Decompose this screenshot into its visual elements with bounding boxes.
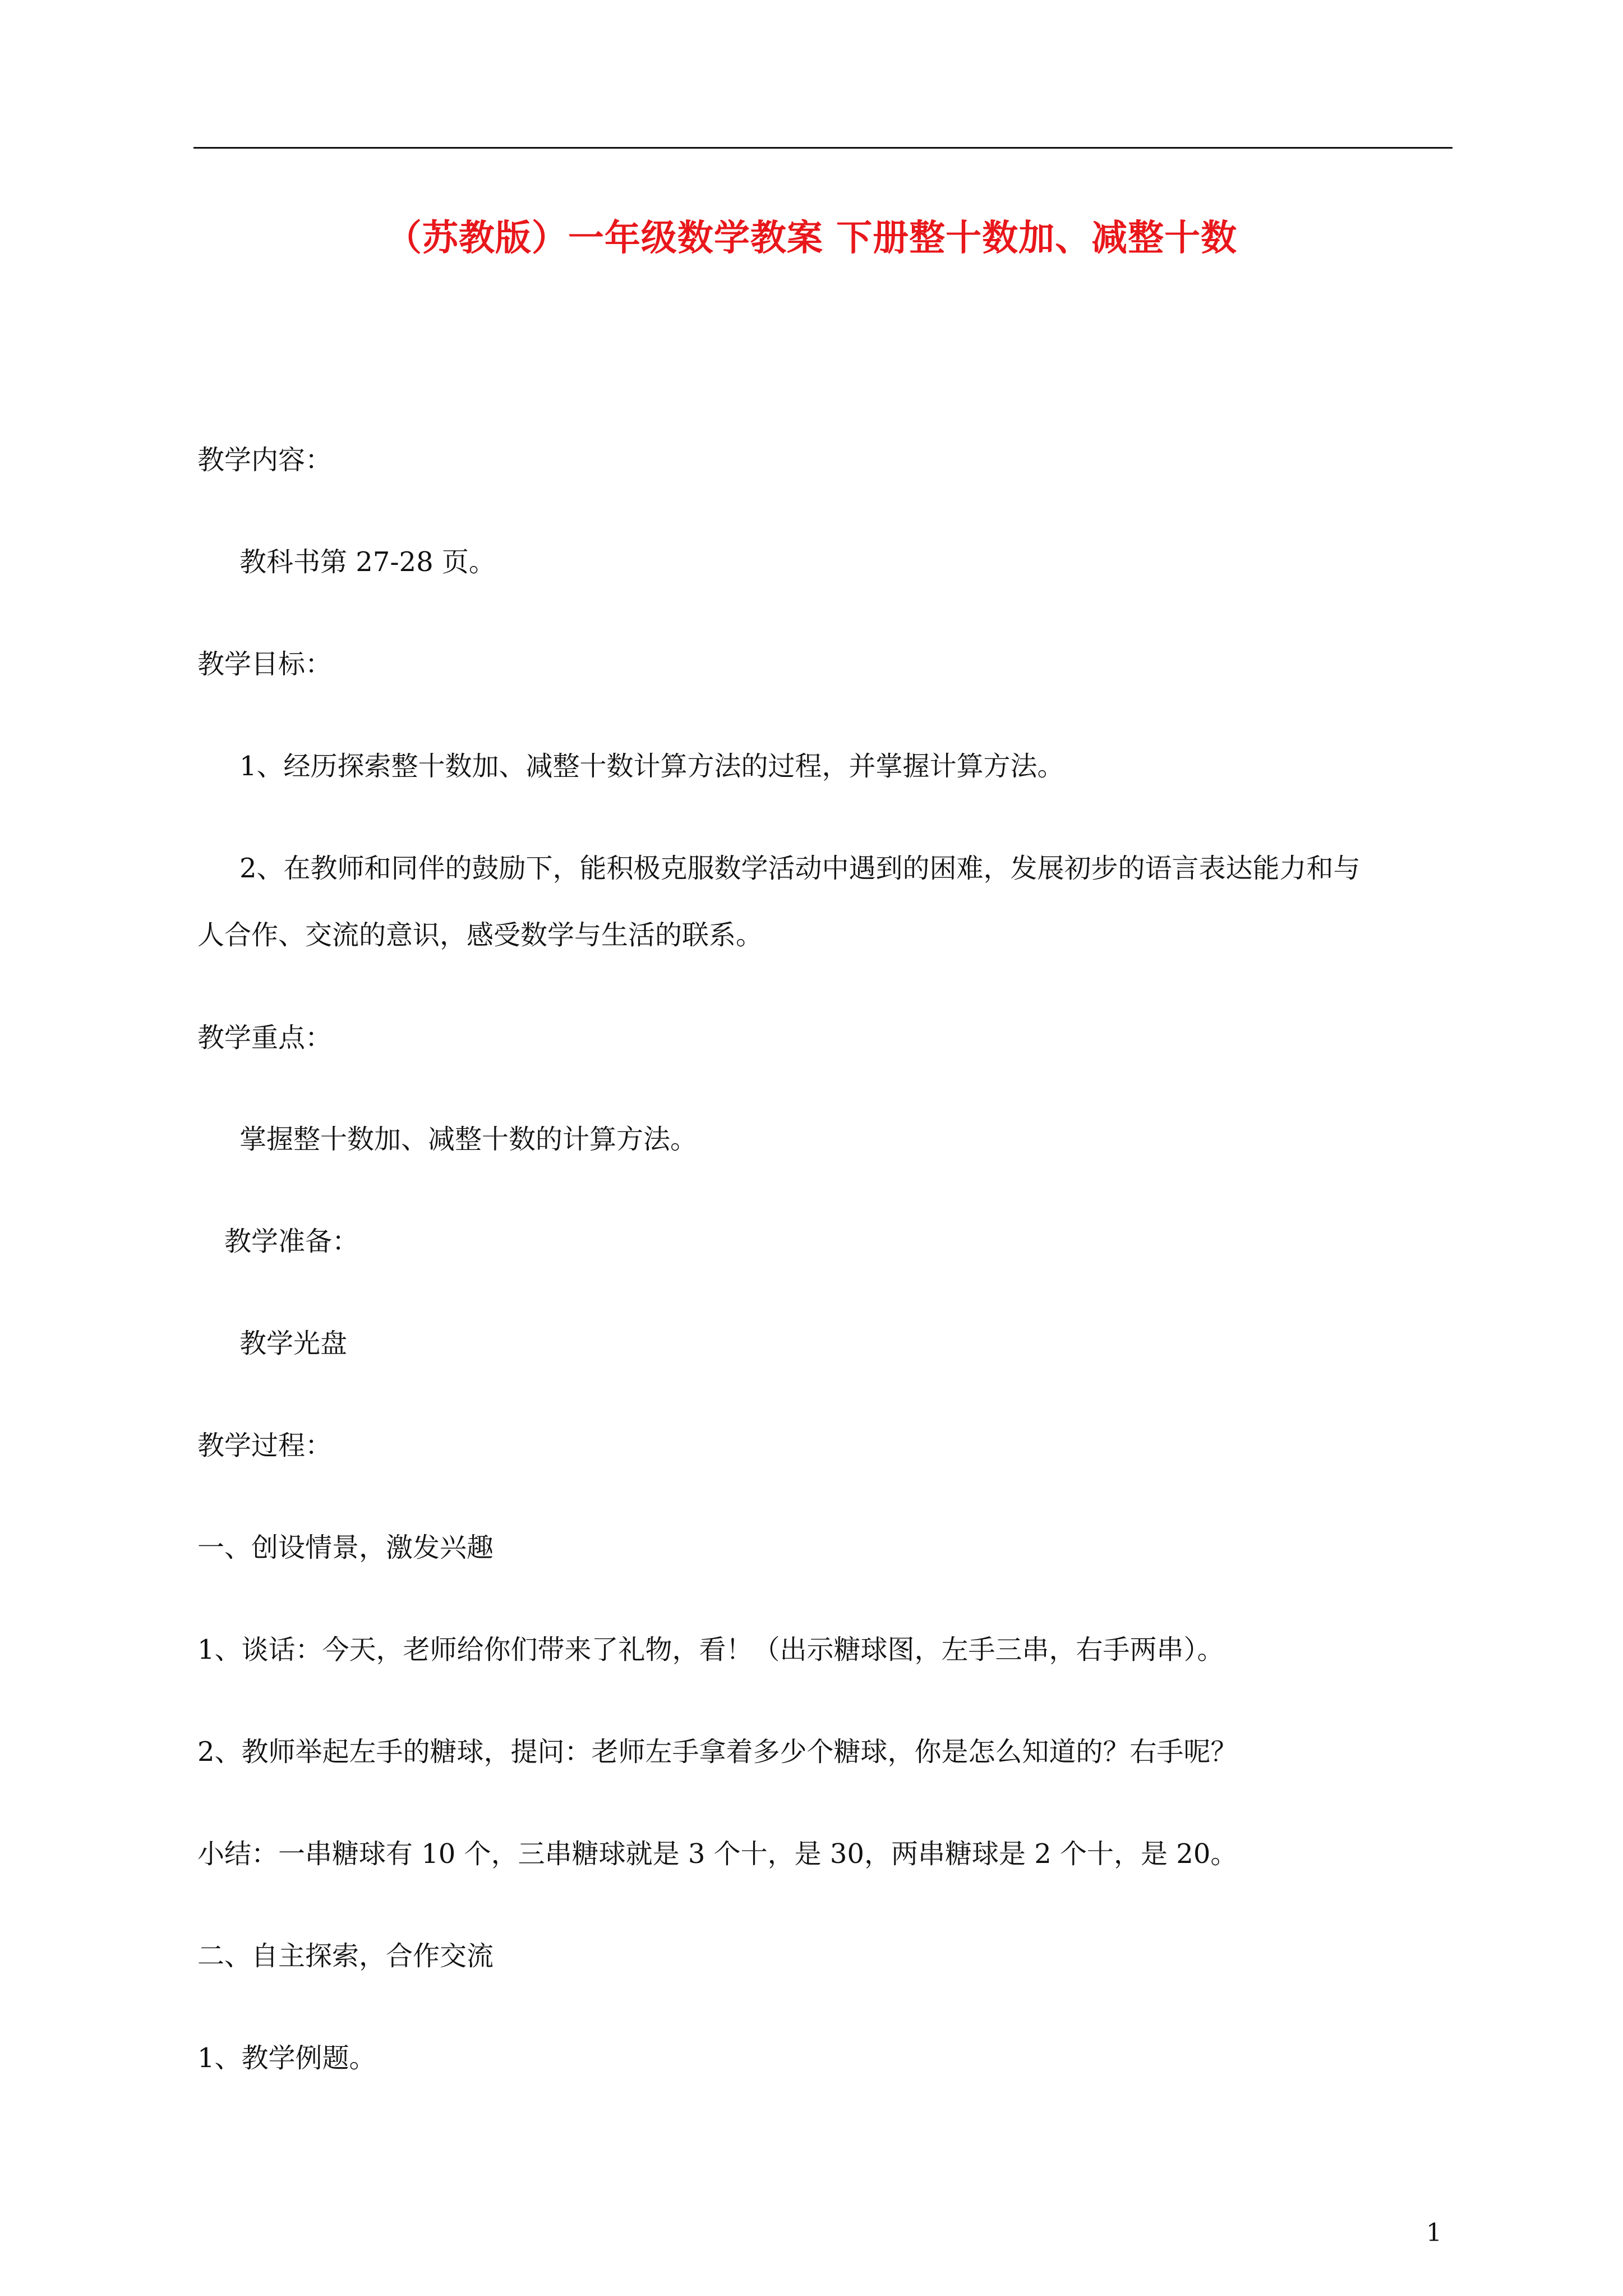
heading-teaching-content: 教学内容： xyxy=(197,444,333,476)
paragraph-textbook-pages: 教科书第 27-28 页。 xyxy=(239,546,496,578)
header-rule xyxy=(193,147,1453,149)
goal-item-1: 1、经历探索整十数加、减整十数计算方法的过程，并掌握计算方法。 xyxy=(239,751,1064,782)
summary-paragraph: 小结：一串糖球有 10 个，三串糖球就是 3 个十，是 30，两串糖球是 2 个十，是 20。 xyxy=(197,1838,1238,1870)
heading-teaching-focus: 教学重点： xyxy=(197,1022,333,1053)
page-number: 1 xyxy=(1426,2219,1442,2247)
heading-teaching-goals: 教学目标： xyxy=(197,648,333,680)
paragraph-teaching-focus: 掌握整十数加、减整十数的计算方法。 xyxy=(239,1124,698,1155)
heading-teaching-process: 教学过程： xyxy=(197,1430,333,1461)
goal-item-2-line-1: 2、在教师和同伴的鼓励下，能积极克服数学活动中遇到的困难，发展初步的语言表达能力和与 xyxy=(239,853,1361,884)
heading-teaching-preparation: 教学准备： xyxy=(224,1226,359,1257)
process-item-1: 1、谈话：今天，老师给你们带来了礼物，看！（出示糖球图，左手三串，右手两串）。 xyxy=(197,1634,1224,1665)
section-heading-2: 二、自主探索，合作交流 xyxy=(197,1940,494,1972)
paragraph-teaching-preparation: 教学光盘 xyxy=(239,1328,348,1359)
document-title: （苏教版）一年级数学教案 下册整十数加、减整十数 xyxy=(385,217,1238,259)
section-heading-1: 一、创设情景，激发兴趣 xyxy=(197,1532,494,1563)
process-item-example: 1、教学例题。 xyxy=(197,2042,376,2074)
process-item-2: 2、教师举起左手的糖球，提问：老师左手拿着多少个糖球，你是怎么知道的？右手呢？ xyxy=(197,1736,1238,1768)
goal-item-2-line-2: 人合作、交流的意识，感受数学与生活的联系。 xyxy=(197,919,763,951)
